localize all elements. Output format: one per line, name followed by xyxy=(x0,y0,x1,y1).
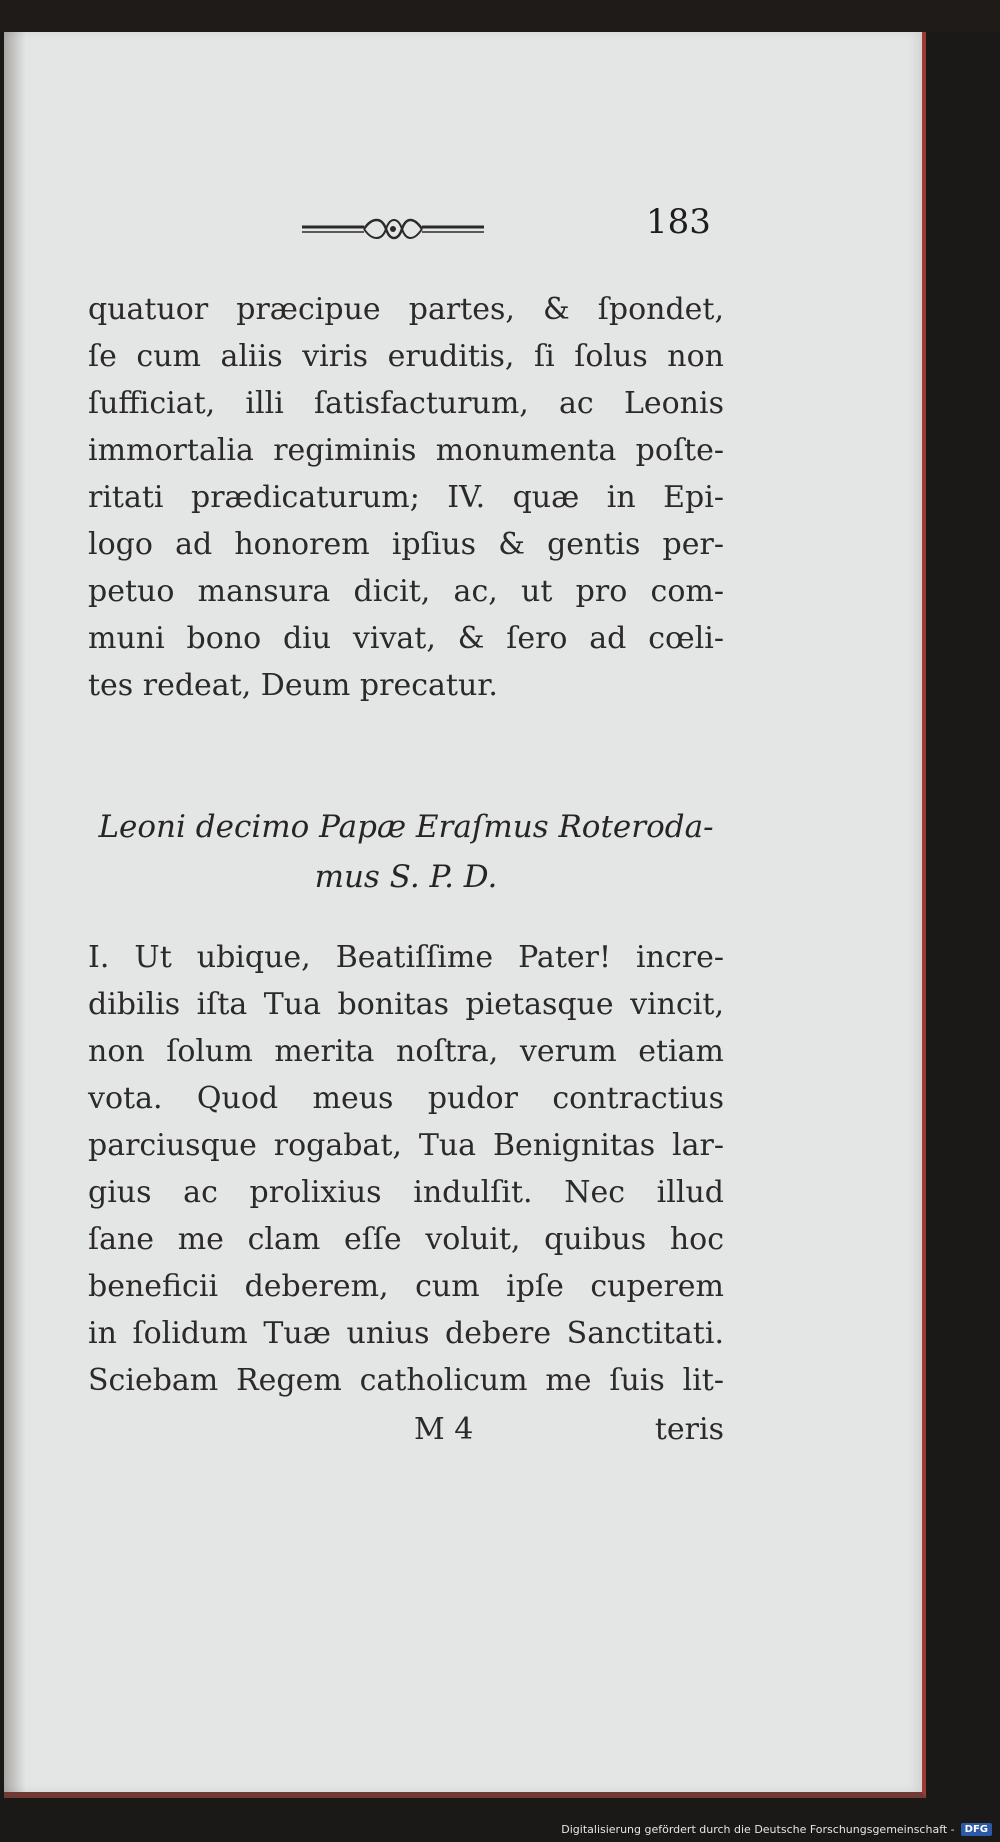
header-ornament-icon xyxy=(302,214,484,244)
text-line: Sciebam Regem catholicum me ſuis lit- xyxy=(88,1363,724,1398)
credit-text: Digitalisierung gefördert durch die Deutsche Forschungsgemeinschaft - xyxy=(561,1823,955,1836)
text-line: muni bono diu vivat, & ſero ad cœli- xyxy=(88,621,724,656)
text-line: immortalia regiminis monumenta poſte- xyxy=(88,433,724,468)
letter-heading xyxy=(88,802,724,902)
text-line: I. Ut ubique, Beatiſſime Pater! incre- xyxy=(88,940,724,975)
dfg-logo-icon: DFG xyxy=(961,1823,992,1836)
paragraph-letter xyxy=(88,934,724,1404)
page-number: 183 xyxy=(646,202,711,242)
paragraph-summary xyxy=(88,286,724,709)
text-line: ſe cum aliis viris eruditis, ſi ſolus non xyxy=(88,339,724,374)
text-line: vota. Quod meus pudor contractius xyxy=(88,1081,724,1116)
text-line: tes redeat, Deum precatur. xyxy=(88,668,498,703)
text-line: ſane me clam eſſe voluit, quibus hoc xyxy=(88,1222,724,1257)
heading-line: Leoni decimo Papæ Eraſmus Roteroda- xyxy=(98,809,714,845)
page-footer xyxy=(88,1412,724,1452)
text-line: beneficii deberem, cum ipſe cuperem xyxy=(88,1269,724,1304)
text-line: non ſolum merita noſtra, verum etiam xyxy=(88,1034,724,1069)
spine-shadow xyxy=(4,32,26,1792)
text-line: parciusque rogabat, Tua Benignitas lar- xyxy=(88,1128,724,1163)
signature-mark: M 4 xyxy=(414,1412,474,1447)
text-line: in ſolidum Tuæ unius debere Sanctitati. xyxy=(88,1316,724,1351)
catchword: teris xyxy=(654,1412,724,1447)
text-line: logo ad honorem ipſius & gentis per- xyxy=(88,527,724,562)
heading-line: mus S. P. D. xyxy=(314,859,498,895)
text-line: ſufficiat, illi ſatisfacturum, ac Leonis xyxy=(88,386,724,421)
text-line: ritati prædicaturum; IV. quæ in Epi- xyxy=(88,480,724,515)
text-line: quatuor præcipue partes, & ſpondet, xyxy=(88,292,724,327)
digitization-credit xyxy=(561,1823,992,1836)
text-line: gius ac prolixius indulſit. Nec illud xyxy=(88,1175,724,1210)
text-line: dibilis iſta Tua bonitas pietasque vincit, xyxy=(88,987,724,1022)
top-dark-strip xyxy=(0,0,1000,32)
text-line: petuo mansura dicit, ac, ut pro com- xyxy=(88,574,724,609)
